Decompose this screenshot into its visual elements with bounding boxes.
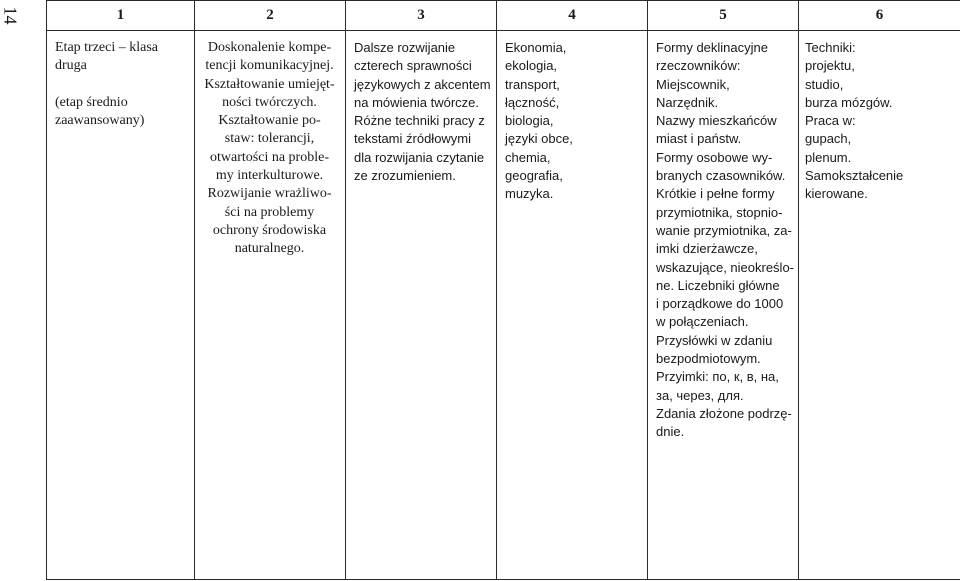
table-row [47,31,960,580]
text-line: tekstami źródłowymi [354,131,472,147]
text-line: Samokształcenie [805,168,904,184]
column-header-4: 4 [497,1,648,31]
text-line: Różne techniki pracy z [354,113,485,129]
text-line: miast i państw. [656,131,742,147]
text-line: i porządkowe do 1000 [656,296,784,312]
text-line: tencji komunikacyjnej. [205,58,334,74]
text-line: Miejscownik, [656,76,730,92]
text-line: muzyka. [505,186,554,202]
text-line: за, через, для. [656,387,744,403]
text-line: Doskonalenie kompe- [207,40,332,55]
cell-topics [497,31,648,580]
text-line: Narzędnik. [656,94,719,110]
text-line: transport, [505,76,560,92]
text-line: biologia, [505,113,554,129]
text-line: druga [55,58,87,74]
text-line: języki obce, [505,131,573,147]
text-line: imki dzierżawcze, [656,241,758,257]
text-line: burza mózgów. [805,94,893,110]
topics-text [497,31,647,204]
column-header-6: 6 [799,1,960,31]
text-line: plenum. [805,149,852,165]
text-line: Formy osobowe wy- [656,149,773,165]
text-line: ści na problemy [224,204,315,220]
stage-text [47,31,194,130]
text-line: my interkulturowe. [215,168,324,184]
text-line: bezpodmiotowym. [656,351,761,367]
text-line: Przyimki: по, к, в, на, [656,369,779,385]
text-line: branych czasowników. [656,168,786,184]
text-line: Kształtowanie po- [218,113,321,129]
text-line: Ekonomia, [505,40,567,55]
text-line: przymiotnika, stopnio- [656,204,783,220]
techniques-text [799,31,960,204]
text-line: dla rozwijania czytanie [354,149,485,165]
text-line: czterech sprawności [354,58,472,74]
text-line: ochrony środowiska [212,222,327,238]
column-header-5: 5 [648,1,799,31]
text-line: łączność, [505,94,560,110]
text-line: na mówienia twórcze. [354,94,479,110]
text-line: ekologia, [505,58,558,74]
text-line: naturalnego. [234,241,305,257]
text-line: Rozwijanie wrażliwo- [207,186,332,202]
text-line: ności twórczych. [222,94,317,110]
text-line: geografia, [505,168,563,184]
column-header-1: 1 [47,1,195,31]
text-line: Zdania złożone podrzę- [656,405,792,421]
text-line: Przysłówki w zdaniu [656,332,773,348]
text-line: studio, [805,76,844,92]
text-line: dnie. [656,424,685,440]
grammar-text [648,31,798,442]
text-line: Praca w: [805,113,856,129]
text-line: rzeczowników: [656,58,741,74]
text-line: (etap średnio [55,94,128,110]
text-line: gupach, [805,131,852,147]
text-line: kierowane. [805,186,868,202]
text-line: Kształtowanie umiejęt- [204,76,335,92]
text-line: Formy deklinacyjne [656,40,768,55]
text-line: Krótkie i pełne formy [656,186,775,202]
column-header-2: 2 [195,1,346,31]
text-line: zaawansowany) [55,113,145,129]
text-line: staw: tolerancji, [224,131,315,147]
text-line: chemia, [505,149,551,165]
cell-grammar [648,31,799,580]
curriculum-table [46,0,960,580]
text-line: Nazwy mieszkańców [656,113,777,129]
header-row [47,1,960,31]
text-line: ne. Liczebniki główne [656,277,780,293]
text-line: ze zrozumieniem. [354,168,456,184]
goals-text [195,31,345,259]
text-line: Techniki: [805,40,856,55]
cell-techniques [799,31,960,580]
text-line: otwartości na proble- [210,149,329,165]
text-line: językowych z akcentem [354,76,491,92]
text-line: w połączeniach. [656,314,749,330]
text-line: Etap trzeci – klasa [55,40,159,55]
skills-text [346,31,496,185]
cell-stage [47,31,195,580]
column-header-3: 3 [346,1,497,31]
text-line: wskazujące, nieokreślo- [656,259,795,275]
text-line: projektu, [805,58,855,74]
text-line: Dalsze rozwijanie [354,40,456,55]
text-line: wanie przymiotnika, za- [656,222,792,238]
cell-goals [195,31,346,580]
cell-skills [346,31,497,580]
text-line [55,76,188,94]
page-number: 14 [0,6,21,24]
